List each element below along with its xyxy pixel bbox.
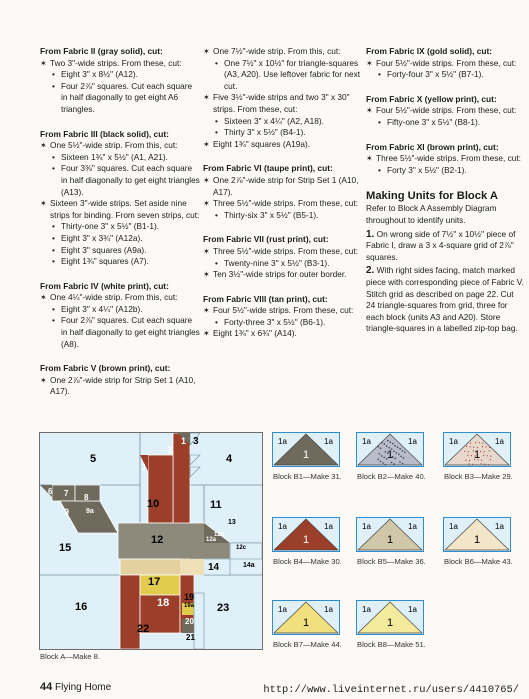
fabric-11-strip: ✶ Three 5½"-wide strips. From these, cut: [366,153,524,165]
fabric-4-strip: ✶ One 4¼"-wide strip. From this, cut: [40,292,200,304]
fabric-7-heading: From Fabric VII (rust print), cut: [203,234,329,245]
fabric-2-strip: ✶ Two 3"-wide strips. From these, cut: [40,58,200,70]
step-text: On wrong side of 7½" x 10½" piece of Fabric I, draw a 3 x 4-square grid of 2⅞" squares. [366,228,516,262]
column-1 [40,46,200,398]
block-a-label: 19a [184,603,195,609]
corner-label: 1a [362,522,371,531]
corner-label: 1a [362,605,371,614]
corner-label: 1a [278,605,287,614]
fabric-9-strip: ✶ Four 5½"-wide strips. From these, cut: [366,58,524,70]
block-a-label: 23 [217,602,230,614]
center-label: 1 [303,449,310,461]
watermark-url: http://www.liveinternet.ru/users/4410765/ [263,684,519,696]
block-a-label: 21 [186,633,195,642]
block-a-label: 19 [184,592,195,602]
block-a-label: 13 [228,519,236,526]
fabric-10-heading: From Fabric X (yellow print), cut: [366,93,497,104]
block-a-label: 12c [236,545,247,551]
block-a-diagram [39,432,263,650]
block-b-caption: Block B4—Make 30. [273,557,342,566]
corner-label: 1a [278,522,287,531]
block-a-label: 16 [75,601,88,613]
center-label: 1 [303,617,310,629]
list-item: • Eight 3" x 3¾" (A12a). [40,233,200,245]
fabric-6-strip-2: ✶ Three 5½"-wide strips. From these, cut: [203,198,363,210]
block-a-label: 6 [48,487,53,496]
fabric-5-heading: From Fabric V (brown print), cut: [40,363,171,374]
fabric-5-strip-3: ✶ Five 3½"-wide strips and two 3" x 30" strips. From these, cut: [203,92,363,115]
corner-label: 1a [278,437,287,446]
block-a-label: 12 [151,534,164,546]
corner-label: 1a [324,605,333,614]
block-b-caption: Block B7—Make 44. [273,640,342,649]
list-item: • Thirty-six 3" x 5½" (B5-1). [203,210,363,222]
corner-label: 1a [449,522,458,531]
list-item: • Thirty-one 3" x 5½" (B1-1). [40,221,200,233]
list-item: • Thirty 3" x 5½" (B4-1). [203,127,363,139]
corner-label: 1a [495,522,504,531]
block-b-thumbnail [443,432,511,467]
fabric-8-heading: From Fabric VIII (tan print), cut: [203,293,328,304]
block-a-label: 12b [214,532,225,538]
block-a-label: 1 [181,436,187,446]
list-item: • Twenty-nine 3" x 5½" (B3-1). [203,258,363,270]
step-number: 1. [366,228,375,240]
block-b-caption: Block B3—Make 29. [444,472,513,481]
block-a-label: 15 [59,542,72,554]
center-label: 1 [474,534,481,546]
list-item: • One 7½" x 10½" for triangle-squares (A3, A20). Use leftover fabric for next cut. [203,58,363,93]
block-a-label: 1 [142,463,147,472]
corner-label: 1a [495,437,504,446]
block-b-thumbnail [272,600,340,635]
list-item: • Eight 3" x 4¼" (A12b). [40,304,200,316]
list-item: • Eight 3" x 8½" (A12). [40,69,200,81]
center-label: 1 [474,449,481,461]
fabric-11-heading: From Fabric XI (brown print), cut: [366,141,499,152]
center-label: 1 [387,617,394,629]
list-item: • Sixteen 1¾" x 5½" (A1, A21). [40,152,200,164]
fabric-6-heading: From Fabric VI (taupe print), cut: [203,163,333,174]
block-a-label: 7 [64,489,69,498]
block-b-thumbnail [356,432,424,467]
page-number: 44 [40,681,53,693]
list-item: • Four 3⅜" squares. Cut each square in half diagonally to get eight triangles (A13). [40,163,200,198]
block-a-label: 14 [208,562,220,573]
fabric-8-strip: ✶ Four 5½"-wide strips. From these, cut: [203,305,363,317]
block-a-label: 4 [226,453,233,465]
list-item: • Four 2⅞" squares. Cut each square in half diagonally to get eight triangles (A8). [40,315,200,350]
corner-label: 1a [324,437,333,446]
list-item: • Sixteen 3" x 4¼" (A2, A18). [203,116,363,128]
list-item: • Forty 3" x 5½" (B2-1). [366,165,524,177]
fabric-6-strip: ✶ One 2⅞"-wide strip for Strip Set 1 (A10, A17). [203,175,363,198]
block-a-label: 2 [167,445,173,456]
block-a-label: 22 [137,623,150,635]
fabric-2-heading: From Fabric II (gray solid), cut: [40,46,163,56]
fabric-10-strip: ✶ Four 5½"-wide strips. From these, cut: [366,105,524,117]
step-number: 2. [366,265,375,277]
fabric-9-heading: From Fabric IX (gold solid), cut: [366,46,493,56]
list-item: • Four 2⅞" squares. Cut each square in half diagonally to get eight A6 triangles. [40,81,200,116]
list-item: • Forty-three 3" x 5½" (B6-1). [203,317,363,329]
center-label: 1 [387,534,394,546]
chapter-title: Flying Home [55,682,112,693]
fabric-4-heading: From Fabric IV (white print), cut: [40,280,169,291]
block-a-label: 12a [206,537,217,543]
block-b-caption: Block B8—Make 51. [357,640,426,649]
block-a-label: 17 [148,576,161,588]
block-b-thumbnail [356,600,424,635]
step-1 [366,229,524,264]
block-a-label: 11 [210,499,222,511]
section-intro: Refer to Block A Assembly Diagram throughout to identify units. [366,203,497,225]
block-b-thumbnail [272,432,340,467]
column-2 [203,46,363,340]
section-title: Making Units for Block A [366,190,498,203]
block-b-thumbnail [356,517,424,552]
fabric-5-strip-4: ✶ Eight 1¾" squares (A19a). [203,139,363,151]
corner-label: 1a [408,437,417,446]
corner-label: 1a [449,437,458,446]
list-item: • Eight 1¾" squares (A7). [40,256,200,268]
corner-label: 1a [408,522,417,531]
page-footer [40,681,111,693]
fabric-5-strip-2: ✶ One 7½"-wide strip. From this, cut: [203,46,363,58]
fabric-3-heading: From Fabric III (black solid), cut: [40,128,169,139]
block-a-label: 3 [193,436,199,447]
list-item: • Fifty-one 3" x 5½" (B8-1). [366,117,524,129]
block-a-label: 20 [185,617,194,626]
fabric-3-strip: ✶ One 5½"-wide strip. From this, cut: [40,140,200,152]
block-a-label: 5 [90,453,97,465]
block-a-label: 10 [147,498,160,510]
block-a-label: 18 [157,597,170,609]
center-label: 1 [387,449,394,461]
step-2 [366,265,524,335]
fabric-7-strip-2: ✶ Ten 3½"-wide strips for outer border. [203,269,363,281]
list-item: • Eight 3" squares (A9a). [40,245,200,257]
center-label: 1 [303,534,310,546]
block-b-caption: Block B5—Make 36. [357,557,426,566]
fabric-5-strip: ✶ One 2⅞"-wide strip for Strip Set 1 (A10, A17). [40,375,200,398]
corner-label: 1a [324,522,333,531]
column-3 [366,46,524,335]
step-text: With right sides facing, match marked piece with corresponding piece of Fabric V. Stitch grid as described on page 22. Cut 24 triangle-squares from grid, three for each block (units A3 and A20). Store triangle-squares in a labelled zip-top bag. [366,265,524,334]
fabric-3-strip-2: ✶ Sixteen 3"-wide strips. Set aside nine strips for binding. From seven strips, cut: [40,198,200,221]
block-a-label: 14a [243,562,255,569]
corner-label: 1a [362,437,371,446]
fabric-8-strip-2: ✶ Eight 1¾" x 6¾" (A14). [203,328,363,340]
block-b-caption: Block B1—Make 31. [273,472,342,481]
fabric-7-strip: ✶ Three 5½"-wide strips. From these, cut: [203,246,363,258]
block-b-thumbnail [272,517,340,552]
block-a-caption: Block A—Make 8. [40,652,100,661]
block-b-thumbnail [443,517,511,552]
block-a-label: 8 [84,493,89,502]
block-b-caption: Block B2—Make 40. [357,472,426,481]
block-a-label: 9a [86,508,94,515]
block-b-caption: Block B6—Make 43. [444,557,513,566]
block-a-label: 9 [64,507,70,517]
list-item: • Forty-four 3" x 5½" (B7-1). [366,69,524,81]
corner-label: 1a [408,605,417,614]
